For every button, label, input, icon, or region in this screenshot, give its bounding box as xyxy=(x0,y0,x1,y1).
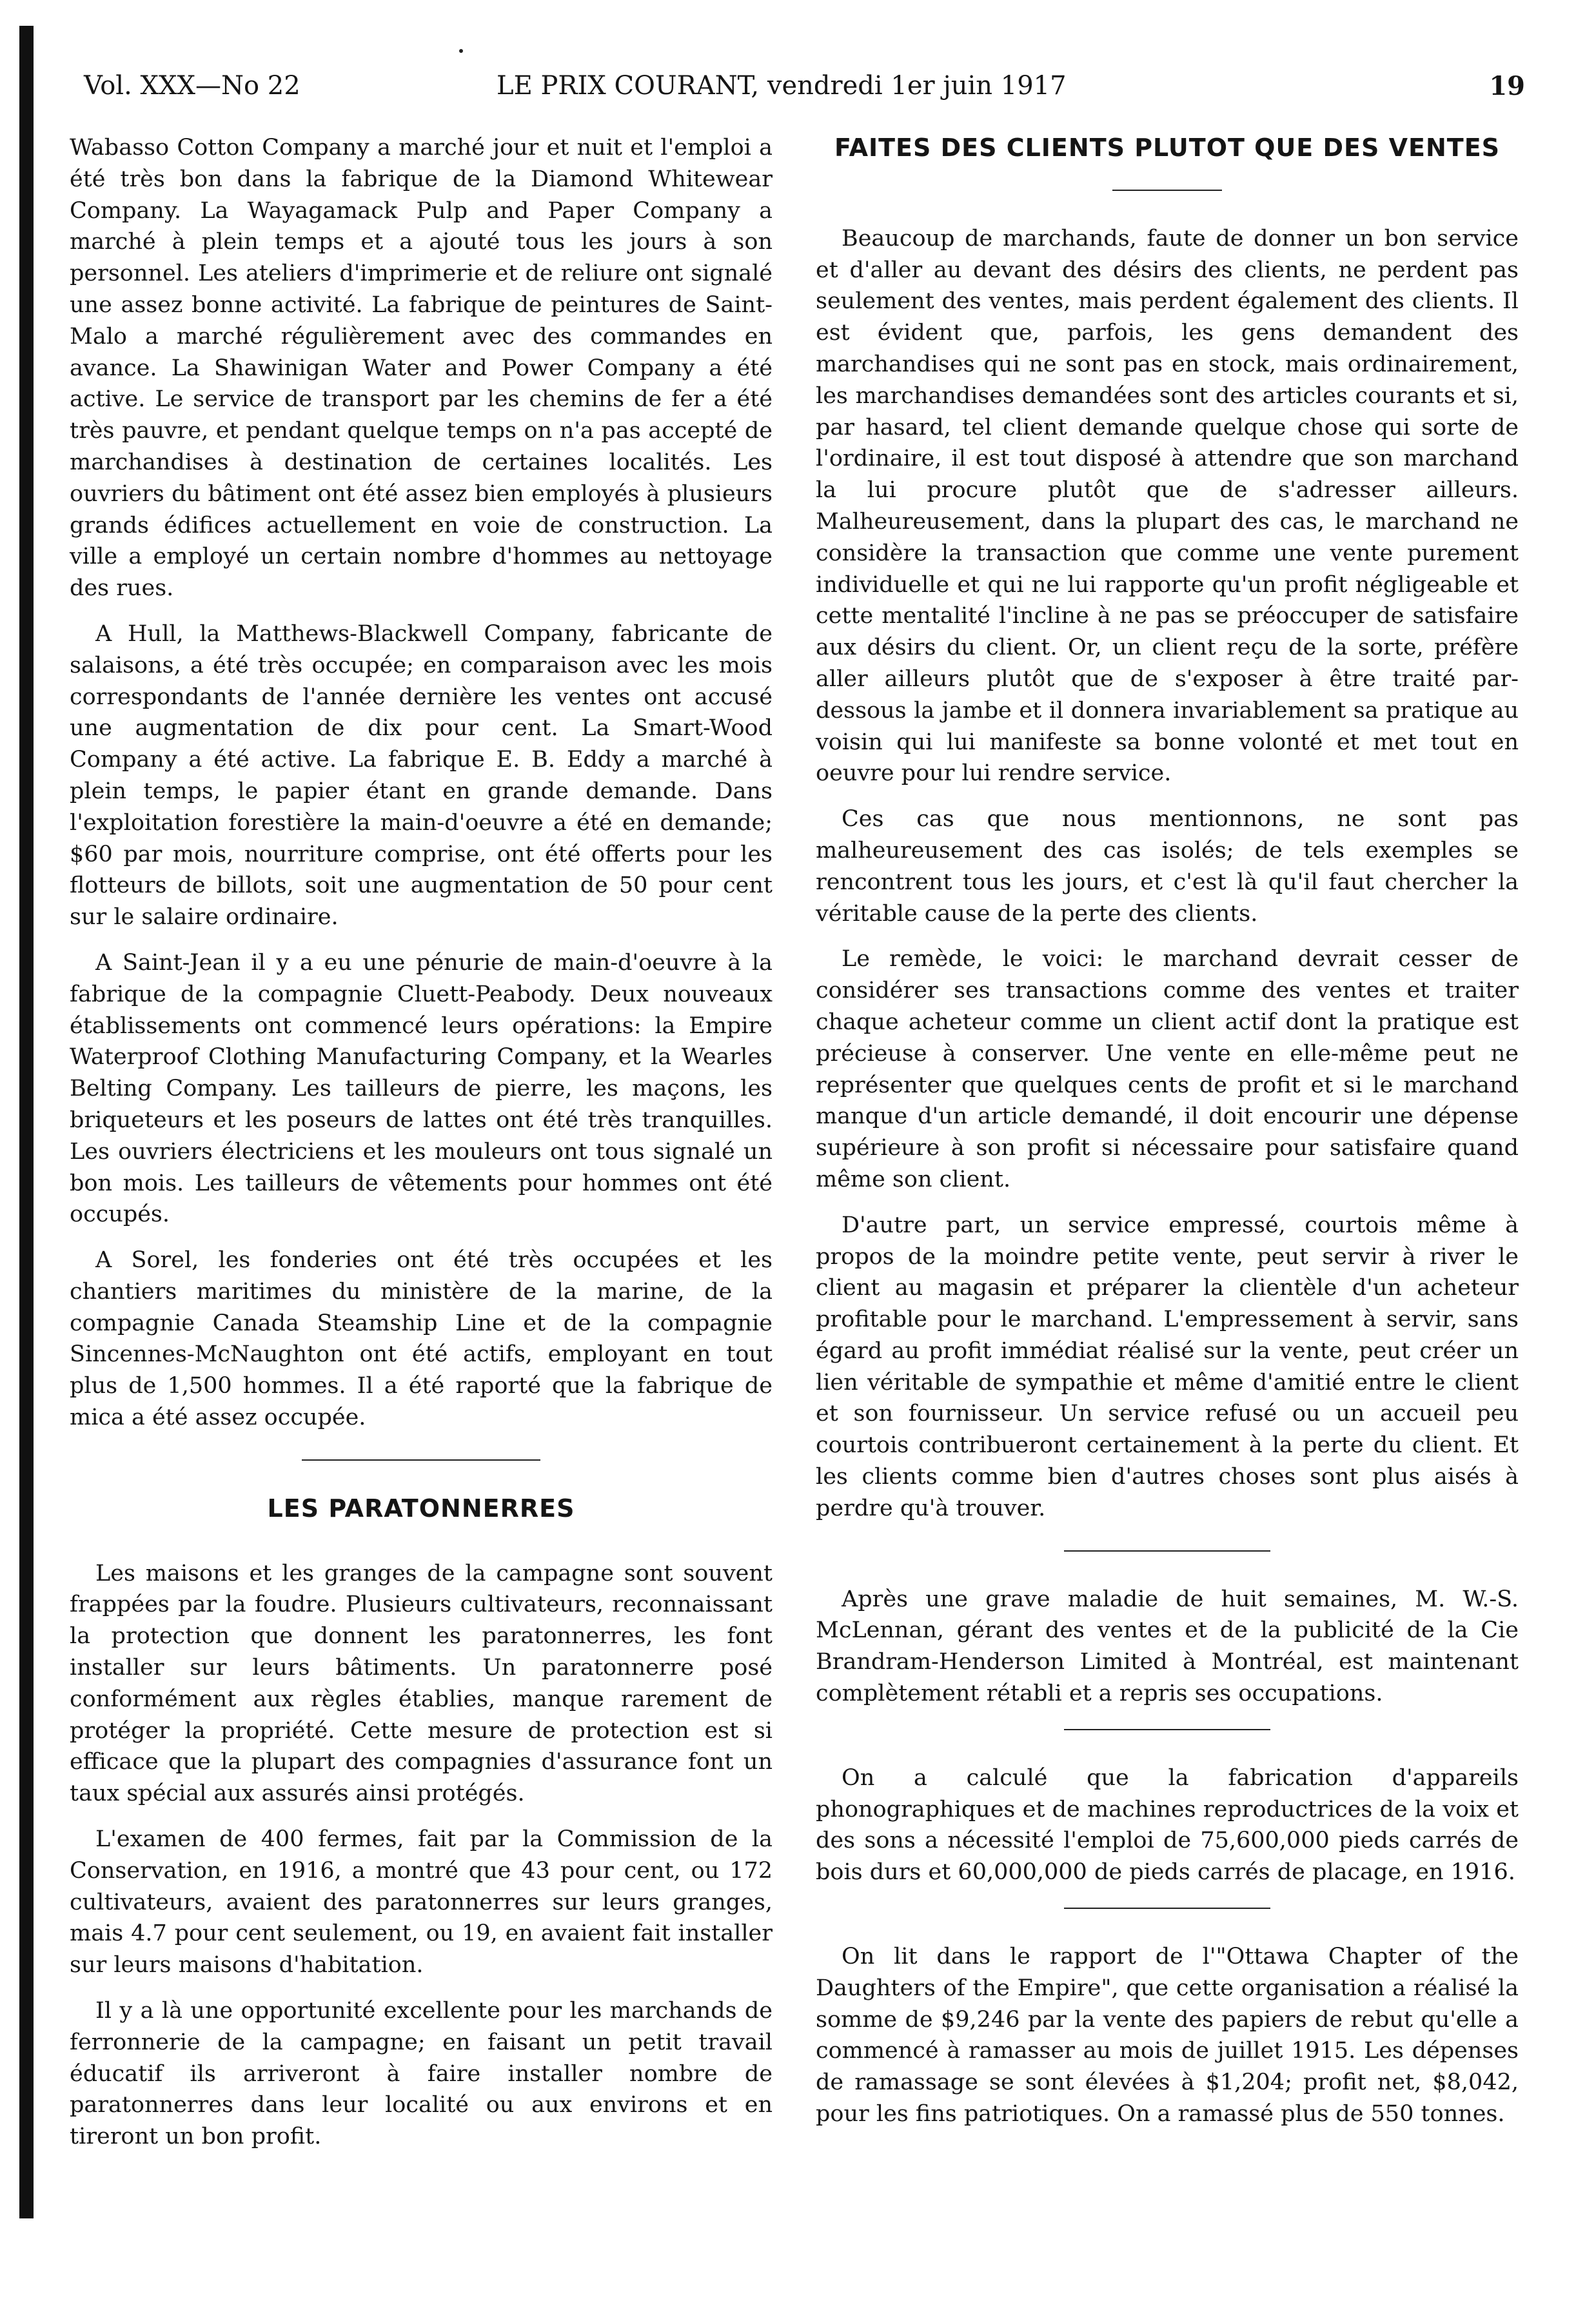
news-note: On lit dans le rapport de l'"Ottawa Chapter of the Daughters of the Empire", que cette organisation a réalisé la somme de $9,246 par la vente des papiers de rebut qu'elle a commencé à ramasser au mois de juillet 1915. Les dépenses de ramassage se sont élevées à $1,204; profit net, $8,042, pour les fins patriotiques. On a ramassé plus de 550 tonnes. xyxy=(816,1944,1519,2127)
section-divider xyxy=(302,1459,540,1461)
paragraph: D'autre part, un service empressé, courtois même à propos de la moindre petite vente, peut servir à river le client au magasin et préparer la clientèle d'un acheteur profitable pour le marchand. L'empressement à servir, sans égard au profit immédiat réalisé sur la vente, peut créer un lien véritable de sympathie et même d'amitié entre le client et son fournisseur. Un service refusé ou un accueil peu courtois contribueront certainement à la perte du client. Et les clients comme bien d'autres choses sont plus aisés à perdre qu'à trouver. xyxy=(816,1212,1519,1521)
section-divider xyxy=(1064,1729,1270,1730)
paragraph: Beaucoup de marchands, faute de donner un bon service et d'aller au devant des désirs des clients, ne perdent pas seulement des ventes, mais perdent également des clients. Il est évident que, parfois, les gens demandent des marchandises qui ne sont pas en stock, mais ordinairement, les marchandises demandées sont des articles courants et si, par hasard, tel client demande quelque chose qui sorte de l'ordinaire, il est tout disposé à attendre que son marchand la lui procure plutôt que de s'adresser ailleurs. Malheureusement, dans la plupart des cas, le marchand ne considère la transaction que comme une vente purement individuelle et qui ne lui rapporte qu'un profit négligeable et cette mentalité l'incline à ne pas se préoccuper de satisfaire aux désirs du client. Or, un client reçu de la sorte, préfère aller ailleurs plutôt que de s'exposer à être traité par-dessous la jambe et il donnera invariablement sa pratique au voisin qui lui manifeste sa bonne volonté et met tout en oeuvre pour lui rendre service. xyxy=(816,225,1519,787)
section-divider xyxy=(1064,1908,1270,1909)
paragraph: L'examen de 400 fermes, fait par la Commission de la Conservation, en 1916, a montré que 43 pour cent, ou 172 cultivateurs, avaient des paratonnerres sur leurs granges, mais 4.7 pour cent seulement, ou 19, en avaient fait installer sur leurs maisons d'habitation. xyxy=(70,1826,773,1979)
paragraph: Le remède, le voici: le marchand devrait cesser de considérer ses transactions comme des ventes et traiter chaque acheteur comme un client actif dont la pratique est précieuse à conserver. Une vente en elle-même peut ne représenter que quelques cents de profit et si le marchand manque d'un article demandé, il doit encourir une dépense supérieure à son profit si nécessaire pour satisfaire quand même son client. xyxy=(816,946,1519,1192)
article-heading-clients: FAITES DES CLIENTS PLUTOT QUE DES VENTES xyxy=(834,133,1501,162)
volume-number: Vol. XXX—No 22 xyxy=(84,71,300,101)
paragraph: Ces cas que nous mentionnons, ne sont pas malheureusement des cas isolés; de tels exemples se rencontrent tous les jours, et c'est là qu'il faut chercher la véritable cause de la perte des clients. xyxy=(816,806,1519,927)
paragraph: A Sorel, les fonderies ont été très occupées et les chantiers maritimes du ministère de la marine, de la compagnie Canada Steamship Line et de la compagnie Sincennes-McNaughton ont été actifs, employant en tout plus de 1,500 hommes. Il a été raporté que la fabrique de mica a été assez occupée. xyxy=(70,1247,773,1431)
left-column xyxy=(70,132,773,2167)
article-heading-paratonnerres: LES PARATONNERRES xyxy=(267,1494,575,1523)
paragraph: Les maisons et les granges de la campagne sont souvent frappées par la foudre. Plusieurs cultivateurs, reconnaissant la protection que donnent les paratonnerres, les font installer sur leurs bâtiments. Un paratonnerre posé conformément aux règles établies, manque rarement de protéger la propriété. Cette mesure de protection est si efficace que la plupart des compagnies d'assurance font un taux spécial aux assurés ainsi protégés. xyxy=(70,1560,773,1807)
page-header xyxy=(84,71,1525,116)
section-divider xyxy=(1064,1550,1270,1552)
paragraph: A Saint-Jean il y a eu une pénurie de main-d'oeuvre à la fabrique de la compagnie Cluett-Peabody. Deux nouveaux établissements ont commencé leurs opérations: la Empire Waterproof Clothing Manufacturing Company, et la Wearles Belting Company. Les tailleurs de pierre, les maçons, les briqueteurs et les poseurs de lattes ont été très tranquilles. Les ouvriers électriciens et les mouleurs ont tous signalé un bon mois. Les tailleurs de vêtements pour hommes ont été occupés. xyxy=(70,949,773,1228)
scan-edge-bar xyxy=(19,26,34,2218)
news-note: On a calculé que la fabrication d'appareils phonographiques et de machines reproductrices de la voix et des sons a nécessité l'emploi de 75,600,000 pieds carrés de bois durs et 60,000,000 de pieds carrés de placage, en 1916. xyxy=(816,1764,1519,1886)
paragraph: A Hull, la Matthews-Blackwell Company, fabricante de salaisons, a été très occupée; en comparaison avec les mois correspondants de l'année dernière les ventes ont accusé une augmentation de dix pour cent. La Smart-Wood Company a été active. La fabrique E. B. Eddy a marché à plein temps, le papier étant en grande demande. Dans l'exploitation forestière la main-d'oeuvre a été en demande; $60 par mois, nourriture comprise, ont été offerts pour les flotteurs de billots, soit une augmentation de 50 pour cent sur le salaire ordinaire. xyxy=(70,620,773,931)
paragraph: Il y a là une opportunité excellente pour les marchands de ferronnerie de la campagne; en faisant un petit travail éducatif ils arriveront à faire installer nombre de paratonnerres dans leur localité ou aux environs et en tireront un bon profit. xyxy=(70,1998,773,2150)
page-number: 19 xyxy=(1489,71,1525,101)
heading-rule xyxy=(1112,190,1222,191)
paragraph: Wabasso Cotton Company a marché jour et nuit et l'emploi a été très bon dans la fabrique de la Diamond Whitewear Company. La Wayagamack Pulp and Paper Company a marché à plein temps et a ajouté tous les jours à son personnel. Les ateliers d'imprimerie et de reliure ont signalé une assez bonne activité. La fabrique de peintures de Saint-Malo a marché régulièrement avec des commandes en avance. La Shawinigan Water and Power Company a été active. Le service de transport par les chemins de fer a été très pauvre, et pendant quelque temps on n'a pas accepté de marchandises à destination de certaines localités. Les ouvriers du bâtiment ont été assez bien employés à plusieurs grands édifices actuellement en voie de construction. La ville a employé un certain nombre d'hommes au nettoyage des rues. xyxy=(70,135,773,602)
news-note: Après une grave maladie de huit semaines, M. W.-S. McLennan, gérant des ventes et de la publicité de la Cie Brandram-Henderson Limited à Montréal, est maintenant complètement rétabli et a repris ses occupations. xyxy=(816,1586,1519,1707)
right-column xyxy=(816,132,1519,2144)
scan-speck xyxy=(459,49,463,53)
publication-title-date: LE PRIX COURANT, vendredi 1er juin 1917 xyxy=(497,71,1067,101)
